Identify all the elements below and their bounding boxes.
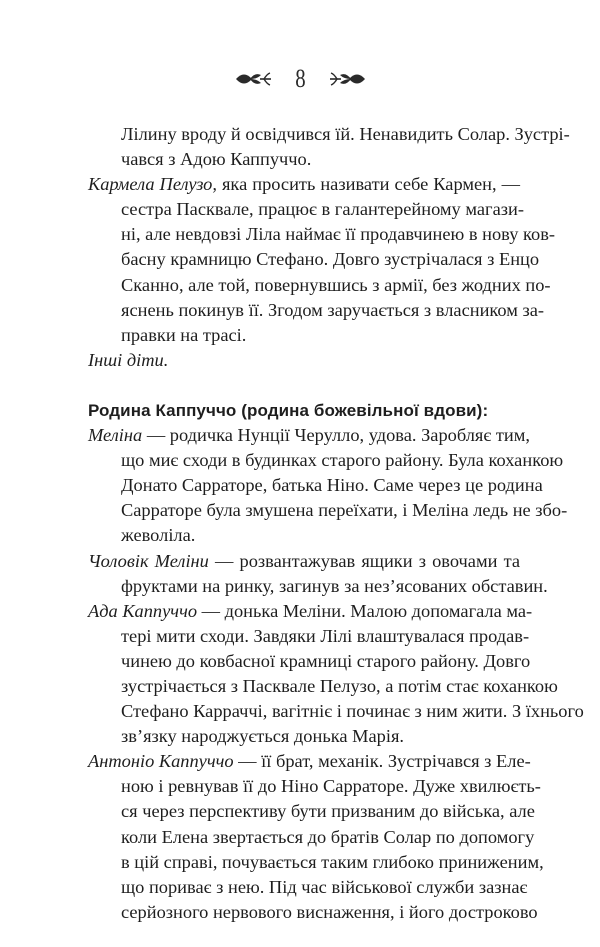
- text-line: зустрічається з Пасквале Пелузо, а потім стає коханкою: [121, 675, 558, 696]
- character-name: Чоловік Меліни: [88, 550, 209, 571]
- text-line: Стефано Карраччі, вагітніє і починає з ним жити. З їхнього: [121, 701, 584, 722]
- character-name: Меліна: [88, 425, 143, 446]
- text-line: що пориває з нею. Під час військової служби зазнає: [121, 876, 528, 897]
- text-line: яснень покинув її. Згодом заручається з власником за-: [121, 299, 545, 320]
- text-line: ся через перспективу бути призваним до війська, але: [121, 801, 535, 822]
- text-line: ні, але невдовзі Ліла наймає її продавчинею в нову ков-: [121, 224, 556, 245]
- entry-text: — донька Меліни. Малою допомагала ма-: [197, 600, 533, 621]
- text-line: ною і ревнував її до Ніно Сарраторе. Дуже хвилюєть-: [121, 776, 541, 797]
- character-entry-melina-husband: [88, 549, 548, 599]
- text-line: Донато Сарраторе, батька Ніно. Саме через це родина: [121, 475, 543, 496]
- entry-text: — її брат, механік. Зустрічався з Еле-: [233, 751, 531, 772]
- text-line: коли Елена звертається до братів Солар по допомогу: [121, 826, 535, 847]
- text-line: Сканно, але той, повернувшись з армії, без жодних по-: [121, 274, 551, 295]
- page-header: [0, 66, 600, 92]
- character-name: Антоніо Каппуччо: [88, 751, 234, 772]
- character-entry-other-children: [88, 348, 520, 373]
- text-line: жеволіла.: [121, 525, 196, 546]
- character-entry-melina: [88, 423, 568, 548]
- page-number: 8: [294, 64, 306, 93]
- right-sprig-ornament-icon: [329, 68, 371, 90]
- text-line: басну крамницю Стефано. Довго зустрічалася з Енцо: [121, 249, 540, 270]
- character-entry-ada: [88, 599, 584, 750]
- entry-text: — родичка Нунції Черулло, удова. Заробляє тим,: [142, 425, 531, 446]
- character-name: Інші діти.: [88, 349, 169, 370]
- page-body: [88, 122, 584, 925]
- text-line: сестра Пасквале, працює в галантерейному магази-: [121, 199, 524, 220]
- character-name: Ада Каппуччо: [88, 600, 198, 621]
- character-entry-carmela: [88, 172, 556, 348]
- text-line: фруктами на ринку, загинув за нез’ясованих обставин.: [121, 575, 548, 596]
- text-line: зв’язку народжується донька Марія.: [121, 726, 404, 747]
- text-line: Сарраторе була змушена переїхати, і Меліна ледь не збо-: [121, 500, 568, 521]
- text-line: Лілину вроду й освідчився їй. Ненавидить Солар. Зустрі-: [121, 124, 570, 144]
- left-sprig-ornament-icon: [230, 68, 272, 90]
- continued-paragraph: [88, 122, 570, 172]
- text-line: правки на трасі.: [121, 324, 247, 345]
- text-line: чинею до ковбасної крамниці старого району. Довго: [121, 650, 531, 671]
- text-line: чався з Адою Каппуччо.: [121, 149, 312, 170]
- entry-text: — розвантажував ящики з овочами та: [208, 550, 520, 571]
- text-line: серйозного нервового виснаження, і його достроково: [121, 901, 538, 922]
- entry-text: яка просить називати себе Кармен, —: [216, 174, 520, 195]
- character-name: Кармела Пелузо,: [88, 174, 217, 195]
- character-entry-antonio: [88, 749, 544, 925]
- text-line: в цій справі, почувається таким глибоко приниженим,: [121, 851, 544, 872]
- text-line: тері мити сходи. Завдяки Лілі влаштувалася продав-: [121, 625, 530, 646]
- text-line: що миє сходи в будинках старого району. Була коханкою: [121, 450, 564, 471]
- section-heading: Родина Каппуччо (родина божевільної вдови):: [88, 400, 489, 420]
